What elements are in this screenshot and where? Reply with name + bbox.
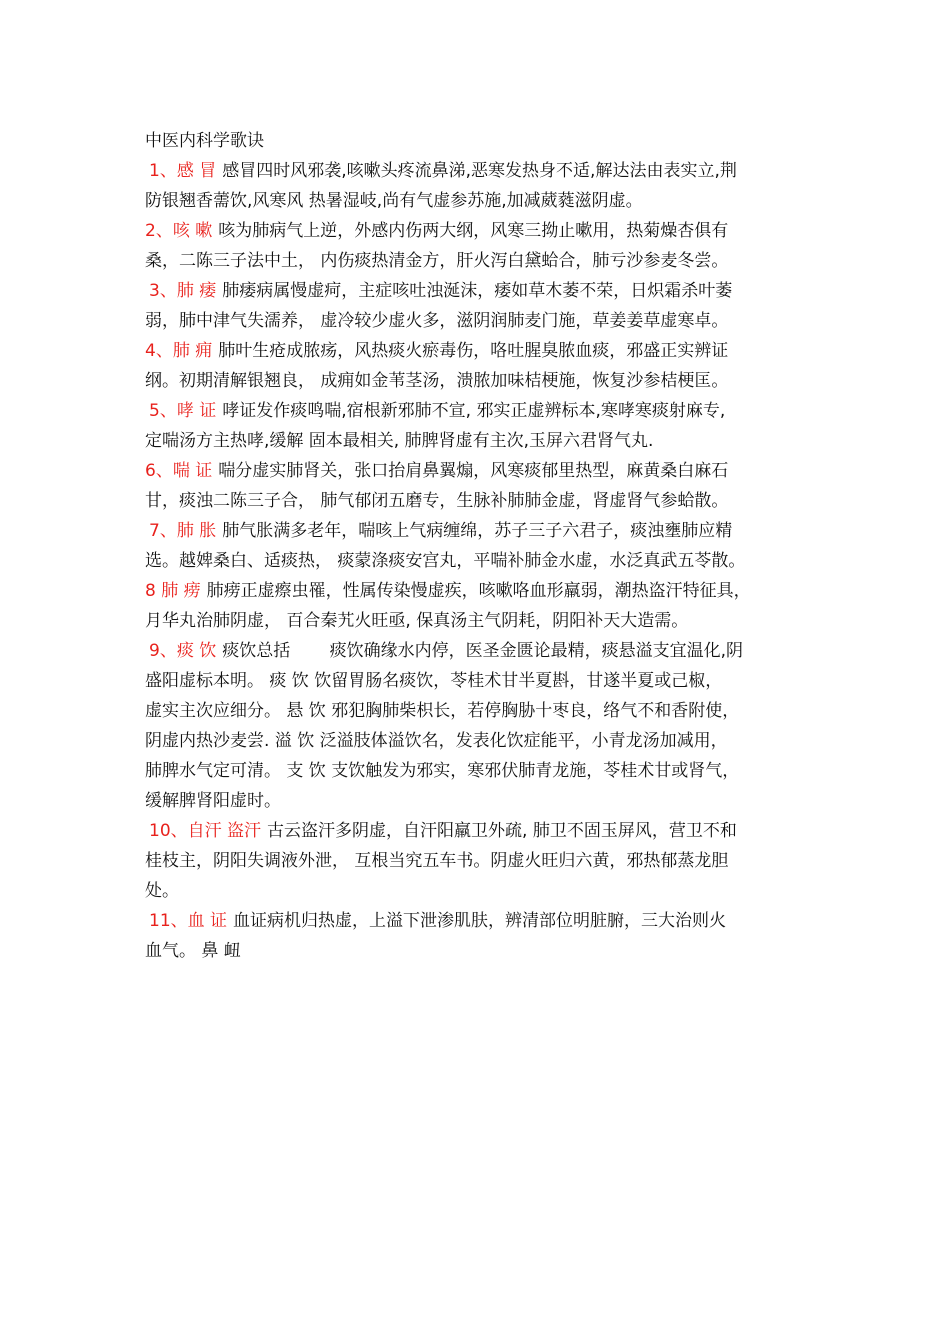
section-line: 桂枝主，阴阳失调液外泄， 互根当究五车书。阴虚火旺归六黄，邪热郁蒸龙胆 bbox=[145, 851, 729, 871]
section-line bbox=[145, 816, 815, 846]
section-line bbox=[145, 216, 815, 246]
section-text: 感冒四时风邪袭,咳嗽头疼流鼻涕,恶寒发热身不适,解达法由表实立,荆 bbox=[222, 161, 737, 181]
section-line: 弱，肺中津气失濡养， 虚冷较少虚火多，滋阴润肺麦门施，草姜姜草虚寒卓。 bbox=[145, 311, 729, 331]
section-line: 阴虚内热沙麦尝. 溢 饮 泛溢肢体溢饮名，发表化饮症能平，小青龙汤加减用， bbox=[145, 731, 728, 751]
section-wheezing bbox=[145, 396, 815, 456]
section-dyspnea bbox=[145, 456, 815, 516]
section-sweating bbox=[145, 816, 815, 906]
section-cough bbox=[145, 216, 815, 276]
section-line: 盛阳虚标本明。 痰 饮 饮留胃肠名痰饮，苓桂术甘半夏斟，甘遂半夏或己椒， bbox=[145, 671, 723, 691]
section-blood-syndrome bbox=[145, 906, 815, 966]
section-line: 选。越婢桑白、适痰热， 痰蒙涤痰安宫丸，平喘补肺金水虚，水泛真武五苓散。 bbox=[145, 551, 746, 571]
section-line: 桑，二陈三子法中土， 内伤痰热清金方，肝火泻白黛蛤合，肺亏沙参麦冬尝。 bbox=[145, 251, 729, 271]
section-text: 哮证发作痰鸣喘,宿根新邪肺不宣, 邪实正虚辨标本,寒哮寒痰射麻专, bbox=[222, 401, 726, 421]
section-lung-distension bbox=[145, 516, 815, 576]
document-content bbox=[145, 126, 815, 966]
section-text: 肺痿病属慢虚疴，主症咳吐浊涎沫，痿如草木萎不荣，日炽霜杀叶萎 bbox=[222, 281, 733, 301]
section-line: 血气。 鼻 衄 bbox=[145, 941, 241, 961]
section-line bbox=[145, 336, 815, 366]
section-lung-abscess bbox=[145, 336, 815, 396]
section-line bbox=[145, 906, 815, 936]
section-line bbox=[145, 276, 815, 306]
section-label: 8 肺 痨 bbox=[145, 581, 201, 601]
section-label: 4、肺 痈 bbox=[145, 341, 213, 361]
section-label: 2、咳 嗽 bbox=[145, 221, 213, 241]
section-label: 6、喘 证 bbox=[145, 461, 213, 481]
section-text: 喘分虚实肺肾关，张口抬肩鼻翼煽，风寒痰郁里热型，麻黄桑白麻石 bbox=[218, 461, 729, 481]
section-text: 肺叶生疮成脓疡，风热痰火瘀毒伤，咯吐腥臭脓血痰，邪盛正实辨证 bbox=[218, 341, 729, 361]
section-line bbox=[145, 156, 815, 186]
section-line: 月华丸治肺阴虚， 百合秦艽火旺亟, 保真汤主气阴耗，阴阳补天大造需。 bbox=[145, 611, 689, 631]
section-line bbox=[145, 636, 815, 666]
section-line: 防银翘香薷饮,风寒风 热暑湿岐,尚有气虚参苏施,加减葳蕤滋阴虚。 bbox=[145, 191, 643, 211]
section-cold bbox=[145, 156, 815, 216]
section-lung-atrophy bbox=[145, 276, 815, 336]
section-text: 古云盗汗多阴虚，自汗阳羸卫外疏, 肺卫不固玉屏风，营卫不和 bbox=[267, 821, 737, 841]
section-line: 处。 bbox=[145, 881, 179, 901]
section-text: 肺气胀满多老年，喘咳上气病缠绵，苏子三子六君子，痰浊壅肺应精 bbox=[222, 521, 733, 541]
section-line: 定喘汤方主热哮,缓解 固本最相关, 肺脾肾虚有主次,玉屏六君肾气丸. bbox=[145, 431, 654, 451]
section-text: 血证病机归热虚，上溢下泄渗肌肤，辨清部位明脏腑，三大治则火 bbox=[233, 911, 727, 931]
section-label: 11、血 证 bbox=[149, 911, 228, 931]
section-line: 虚实主次应细分。 悬 饮 邪犯胸肺柴枳长，若停胸胁十枣良，络气不和香附使， bbox=[145, 701, 740, 721]
section-label: 10、自汗 盗汗 bbox=[149, 821, 262, 841]
section-line bbox=[145, 576, 815, 606]
section-line: 缓解脾肾阳虚时。 bbox=[145, 791, 281, 811]
section-text: 肺痨正虚瘵虫罹，性属传染慢虚疾，咳嗽咯血形羸弱，潮热盗汗特征具， bbox=[206, 581, 751, 601]
section-line bbox=[145, 396, 815, 426]
section-consumption bbox=[145, 576, 815, 636]
section-line bbox=[145, 516, 815, 546]
section-label: 1、感 冒 bbox=[149, 161, 217, 181]
section-line bbox=[145, 456, 815, 486]
section-text: 痰饮总括 痰饮确缘水内停，医圣金匮论最精，痰悬溢支宜温化,阴 bbox=[222, 641, 744, 661]
section-label: 5、哮 证 bbox=[149, 401, 217, 421]
section-label: 3、肺 痿 bbox=[149, 281, 217, 301]
section-line: 肺脾水气定可清。 支 饮 支饮触发为邪实，寒邪伏肺青龙施，苓桂术甘或肾气， bbox=[145, 761, 740, 781]
section-phlegm-fluid bbox=[145, 636, 815, 816]
section-label: 7、肺 胀 bbox=[149, 521, 217, 541]
section-text: 咳为肺病气上逆，外感内伤两大纲，风寒三拗止嗽用，热菊燥杏俱有 bbox=[218, 221, 729, 241]
document-title: 中医内科学歌诀 bbox=[145, 131, 264, 151]
section-label: 9、痰 饮 bbox=[149, 641, 217, 661]
section-line: 甘，痰浊二陈三子合， 肺气郁闭五磨专，生脉补肺肺金虚，肾虚肾气参蛤散。 bbox=[145, 491, 729, 511]
section-line: 纲。初期清解银翘良， 成痈如金苇茎汤，溃脓加味桔梗施，恢复沙参桔梗匡。 bbox=[145, 371, 729, 391]
